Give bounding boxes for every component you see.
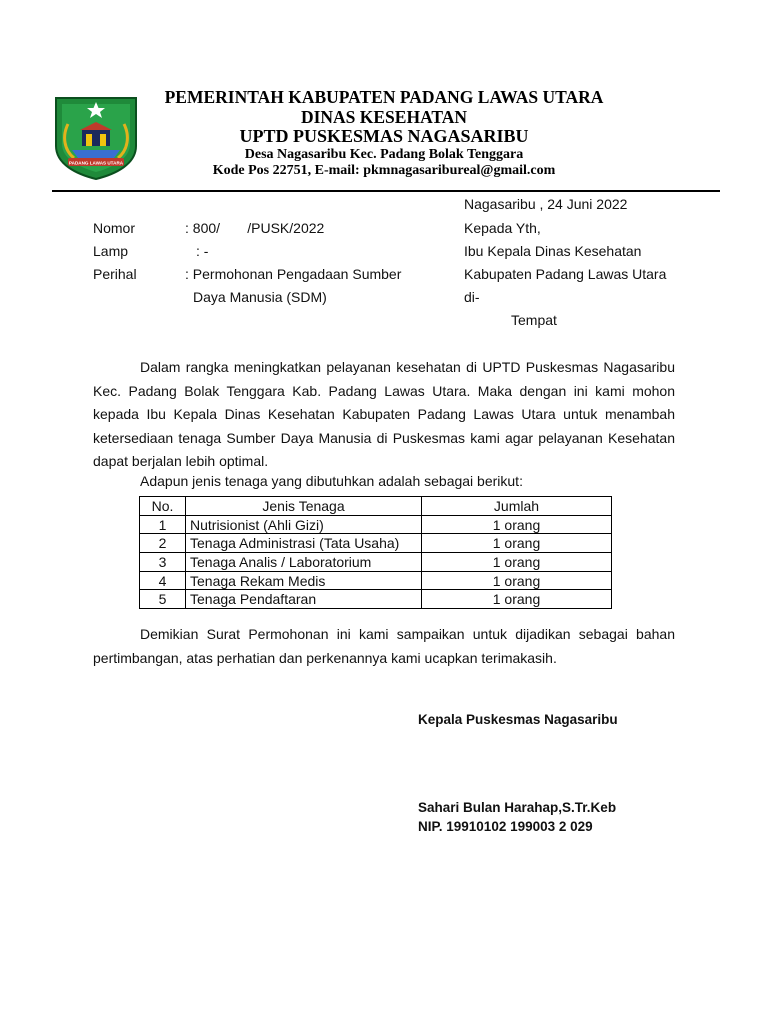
perihal-value-line1: : Permohonan Pengadaan Sumber (185, 266, 402, 282)
letterhead-government: PEMERINTAH KABUPATEN PADANG LAWAS UTARA (164, 87, 604, 107)
lamp-label: Lamp (93, 243, 129, 259)
regency-emblem-logo (50, 94, 142, 180)
logo-text: PADANG LAWAS UTARA (68, 160, 124, 166)
row-jenis: Tenaga Analis / Laboratorium (186, 553, 422, 572)
header-no: No. (140, 497, 186, 516)
recipient-title: Ibu Kepala Dinas Kesehatan (464, 243, 642, 259)
row-no: 1 (140, 515, 186, 534)
recipient-place: Tempat (511, 312, 557, 328)
table-intro: Adapun jenis tenaga yang dibutuhkan adalah sebagai berikut: (140, 473, 523, 489)
recipient-region: Kabupaten Padang Lawas Utara (464, 266, 667, 282)
perihal-label: Perihal (93, 266, 137, 282)
header-jenis-tenaga: Jenis Tenaga (186, 497, 422, 516)
letterhead-address: Desa Nagasaribu Kec. Padang Bolak Tenggara (244, 147, 524, 162)
table-header-row (140, 497, 612, 516)
nomor-value: : 800/ /PUSK/2022 (185, 220, 325, 236)
row-jenis: Nutrisionist (Ahli Gizi) (186, 515, 422, 534)
row-jenis: Tenaga Administrasi (Tata Usaha) (186, 534, 422, 553)
recipient-greeting: Kepada Yth, (464, 220, 541, 236)
table-row (140, 590, 612, 609)
closing-paragraph: Demikian Surat Permohonan ini kami sampaikan untuk dijadikan sebagai bahan pertimbangan, atas perhatian dan perkenannya kami ucapkan terimakasih. (93, 626, 675, 666)
letter-date: Nagasaribu , 24 Juni 2022 (464, 196, 628, 212)
staff-requirement-table (139, 496, 612, 609)
signature-title: Kepala Puskesmas Nagasaribu (418, 712, 618, 727)
signature-nip: NIP. 19910102 199003 2 029 (418, 819, 593, 834)
recipient-di: di- (464, 289, 480, 305)
table-row (140, 515, 612, 534)
perihal-value-line2: Daya Manusia (SDM) (193, 289, 327, 305)
row-jumlah: 1 orang (422, 571, 612, 590)
lamp-value: : - (196, 243, 209, 259)
table-row (140, 571, 612, 590)
table-row (140, 534, 612, 553)
nomor-label: Nomor (93, 220, 136, 236)
letterhead-department: DINAS KESEHATAN (300, 107, 468, 127)
row-jumlah: 1 orang (422, 534, 612, 553)
signature-name: Sahari Bulan Harahap,S.Tr.Keb (418, 800, 617, 815)
row-jumlah: 1 orang (422, 515, 612, 534)
letterhead-divider (52, 190, 720, 192)
body-paragraph: Dalam rangka meningkatkan pelayanan kesehatan di UPTD Puskesmas Nagasaribu Kec. Padang Bolak Tenggara Kab. Padang Lawas Utara. Maka dengan ini kami mohon kepada Ibu Kepala Dinas Kesehatan Kabupaten Padang Lawas Utara untuk menambah ketersediaan tenaga Sumber Daya Manusia di Puskesmas kami agar pelayanan Kesehatan dapat berjalan lebih optimal. (93, 359, 675, 469)
row-jenis: Tenaga Rekam Medis (186, 571, 422, 590)
letterhead-contact: Kode Pos 22751, E-mail: pkmnagasaribureal@gmail.com (212, 163, 556, 178)
row-no: 3 (140, 553, 186, 572)
row-jumlah: 1 orang (422, 553, 612, 572)
row-no: 4 (140, 571, 186, 590)
row-no: 2 (140, 534, 186, 553)
row-jumlah: 1 orang (422, 590, 612, 609)
row-jenis: Tenaga Pendaftaran (186, 590, 422, 609)
header-jumlah: Jumlah (422, 497, 612, 516)
row-no: 5 (140, 590, 186, 609)
letterhead-unit: UPTD PUSKESMAS NAGASARIBU (239, 126, 529, 146)
table-row (140, 553, 612, 572)
